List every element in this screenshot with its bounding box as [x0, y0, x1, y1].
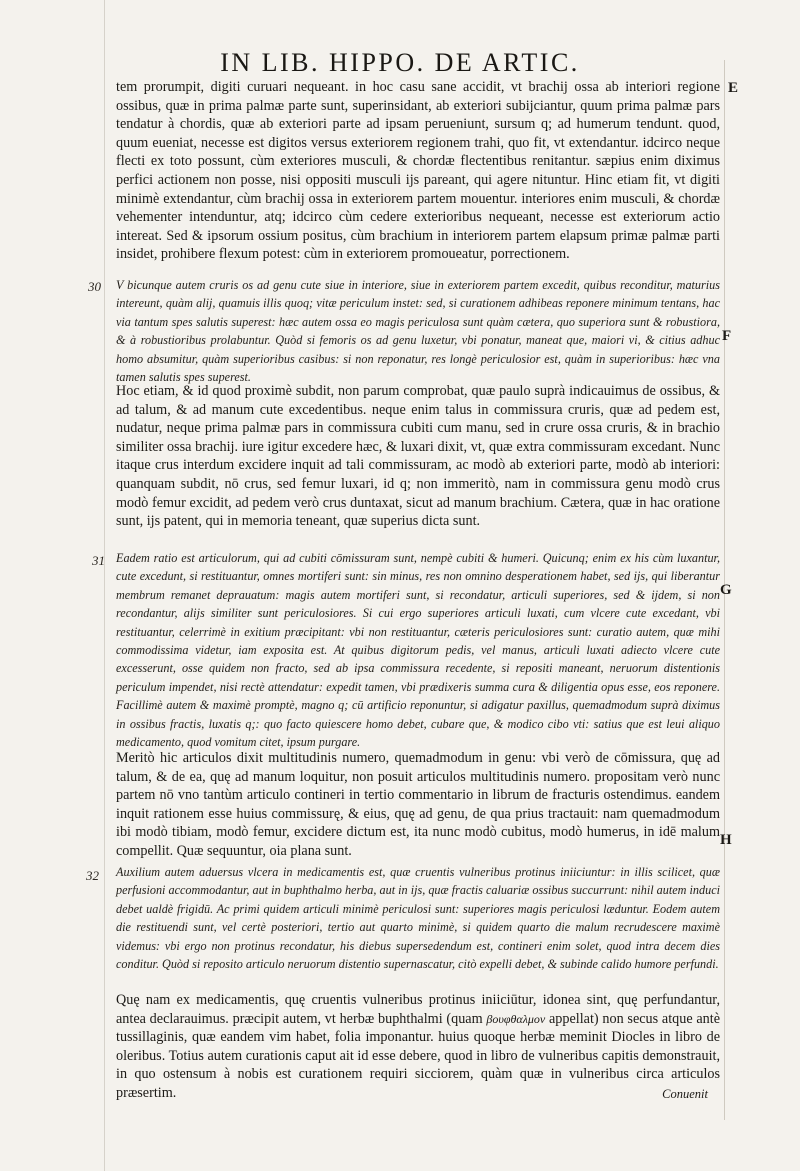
hippocrates-text: Auxilium autem aduersus vlcera in medicamentis est, quæ cruentis vulneribus protinus iniiciuntur: in illis scilicet, quæ perfusioni accommodantur, aut in buphthalmo herba, aut in ijs, quæ fractis caluariæ ossibus succurrunt: nihil autem induci debet ualdè frigidū. Ac primi quidem articuli minimè periculosi sunt: superiores magis periculosi læduntur. Eodem autem die restituendi sunt, vel certè posteriori, tertio aut quarto minimè, si quidem quarto die malum recrudescere maximè videmus: vbi ergo non protinus recondatur, his diebus supersedendum est, contineri enim solet, quod intra decem dies conditur. Quòd si reposito articulo neruorum distentio supernascatur, citò expelli debet, & subinde calido humore perfundi.: [116, 865, 720, 972]
greek-word: βουφθαλμον: [486, 1011, 546, 1026]
hippocrates-text: V bicunque autem cruris os ad genu cute siue in interiore, siue in exteriorem partem excedit, quibus reconditur, maturius intereunt, quàm alij, quamuis illis quoq; vitæ periculum instet: sed, si curationem adhibeas reponere minimum tentans, hac via tantum spes salutis superest: hæc autem ossa eo magis periculosa sunt quàm cætera, quo superiora sunt & robustiora, & à robustioribus prolabuntur. Quòd si femoris os ad genu luxetur, vbi ponatur, maneat que, maiori vi, & citius adhuc homo absumitur, quàm superioribus casibus: si non reponatur, res longè periculosior est, quàm in superioribus: hæc vna tamen salutis spes superest.: [116, 278, 720, 385]
section-number-30: 30: [88, 279, 101, 294]
binding-edge: [104, 0, 105, 1171]
running-header: IN LIB. HIPPO. DE ARTIC.: [220, 48, 580, 77]
margin-letter-h: H: [720, 832, 732, 848]
commentary-text: tem prorumpit, digiti curuari nequeant. in hoc casu sane accidit, vt brachij ossa ab interiori regione ossibus, quæ in prima palmæ parte sunt, superinsidant, ab exteriori subijciantur, quum prima palmæ pars tendatur à chordis, quæ ab exteriori parte ad ipsam perueniunt, sursum q; ad humerum tendunt. quod, quum eueniat, necesse est digitos versus exteriorem regionem trahi, quo fit, vt extendantur. idcirco neque flecti ex toto possunt, cùm exteriores musculi, & chordæ flectentibus renitantur. sæpius enim diximus perfici actionem non posse, nisi oppositi musculi ijs pareant, qui agere nituntur. Hinc etiam fit, vt digiti minimè extendantur, cùm brachij ossa in exteriorem partem mouentur. interiores enim musculi, & chordæ vehementer intenduntur, atq; idcirco cùm cedere exterioribus nequeant, necesse est exteriorum actio intereat. Sed & ipsorum ossium positus, cùm brachium in interiorem partem elapsum primæ palmæ parti insidet, prohibere flexum potest: cùm in exteriorem promoueatur, porrectionem.: [116, 79, 720, 263]
hippocrates-text-32: [116, 863, 720, 973]
catchword: Conuenit: [662, 1087, 708, 1101]
margin-letter-g: G: [720, 582, 732, 598]
commentary-text: Meritò hic articulos dixit multitudinis numero, quemadmodum in genu: vbi verò de cōmissura, quę ad talum, & de ea, quę ad manum loquitur, non posuit articulos multitudinis numero. propositam verò nunc partem nō vno tantùm articulo contineri in tertio commentario in librum de fracturis ostendimus. eandem inquit rationem esse huius commissurę, & eius, quę ad genu, de qua prius tractauit: nam quemadmodum ibi modò tibiam, modò femur, excidere dictum est, ita nunc modò cubitus, modò humerus, in idē malum compellit. Quæ sequuntur, oia plana sunt.: [116, 750, 720, 859]
section-number-32: 32: [86, 868, 99, 883]
commentary-text: Quę nam ex medicamentis, quę cruentis vulneribus protinus iniiciūtur, idonea sint, quę perfundantur, antea declarauimus. præcipit autem, vt herbæ buphthalmi (quam βουφθαλμον appellat) non secus atque antè tussillaginis, quæ eandem vim habet, folia imponantur. huius quoque herbæ meminit Diocles in libro de oleribus. Totius autem curationis caput ait id esse debere, quod in libro de vulneribus capitis demonstrauit, in quo ostensum à nobis est curationem requiri sicciorem, quàm quæ in vulneribus circa articulos præsertim.: [116, 992, 720, 1101]
commentary-text: Hoc etiam, & id quod proximè subdit, non parum comprobat, quæ paulo suprà indicauimus de ossibus, & ad talum, & ad manum cute excedentibus. neque enim talus in commissura cruris, quæ ad pedem est, nudatur, neque prima palmæ pars in commissura cubiti cum manu, sed in crure ossa cruris, & in brachio similiter ossa brachij. iure igitur excedere hæc, & luxari dixit, vt, quæ extra commissuram excedant. Nunc itaque crus interdum excidere inquit ad tali commissuram, ac modò ab exteriori parte, modò ab interiori: quanquam subdit, nō crus, sed femur luxari, id q; non immeritò, nam in commissura genu modò crus modò femur excidit, ad pedem verò crus duntaxat, sicut ad manum brachium. Cætera, quæ in hac oratione sunt, ijs patent, qui in memoria teneant, quæ superius dicta sunt.: [116, 383, 720, 530]
commentary-block-2: [116, 382, 720, 531]
commentary-block-1: [116, 78, 720, 264]
commentary-block-4: [116, 991, 720, 1103]
hippocrates-text-31: [116, 549, 720, 751]
margin-letter-f: F: [722, 328, 732, 344]
section-number-31: 31: [92, 553, 105, 568]
margin-letter-e: E: [728, 80, 739, 96]
hippocrates-text: Eadem ratio est articulorum, qui ad cubiti cōmissuram sunt, nempè cubiti & humeri. Quicunq; enim ex his cùm luxantur, cute excedunt, si restituantur, omnes mortiferi sunt: sin minus, res non omnino desperationem habet, sed ijs, qui liberantur membrum remanet deprauatum: magis autem mortiferi sunt, si recondatur, articuli superiores, sed & ijdem, si non recondantur, alijs similiter sunt periculosiores. Si cui ergo superiores articuli luxati, cum vlcere cute excedant, vbi restituantur, celerrimè in exitium præcipitant: vbi non restituantur, cæteris periculosiores sunt: curatio autem, quæ mihi commodissima videtur, iam exposita est. At quibus digitorum pedis, vel manus, articuli luxati adiecto vlcere cute excesserunt, osse quidem non fracto, sed ab ipsa commissura recedente, si repositi maneant, neruorum distentionis periculum impendet, nisi rectè attendatur: expedit tamen, vbi prædixeris summa cura & diligentia opus esse, eos reponere. Facillimè autem & maximè promptè, magno q; cū artificio reponuntur, si adigatur paxillus, quemadmodum suprà diximus in ossibus fractis, luxatis q;: quo facto quiescere homo debet, cubare que, & modico cibo vti: satius que est leui aliquo medicamento, quod vomitum citet, ipsum purgare.: [116, 551, 720, 750]
hippocrates-text-30: [116, 276, 720, 386]
commentary-block-3: [116, 749, 720, 861]
